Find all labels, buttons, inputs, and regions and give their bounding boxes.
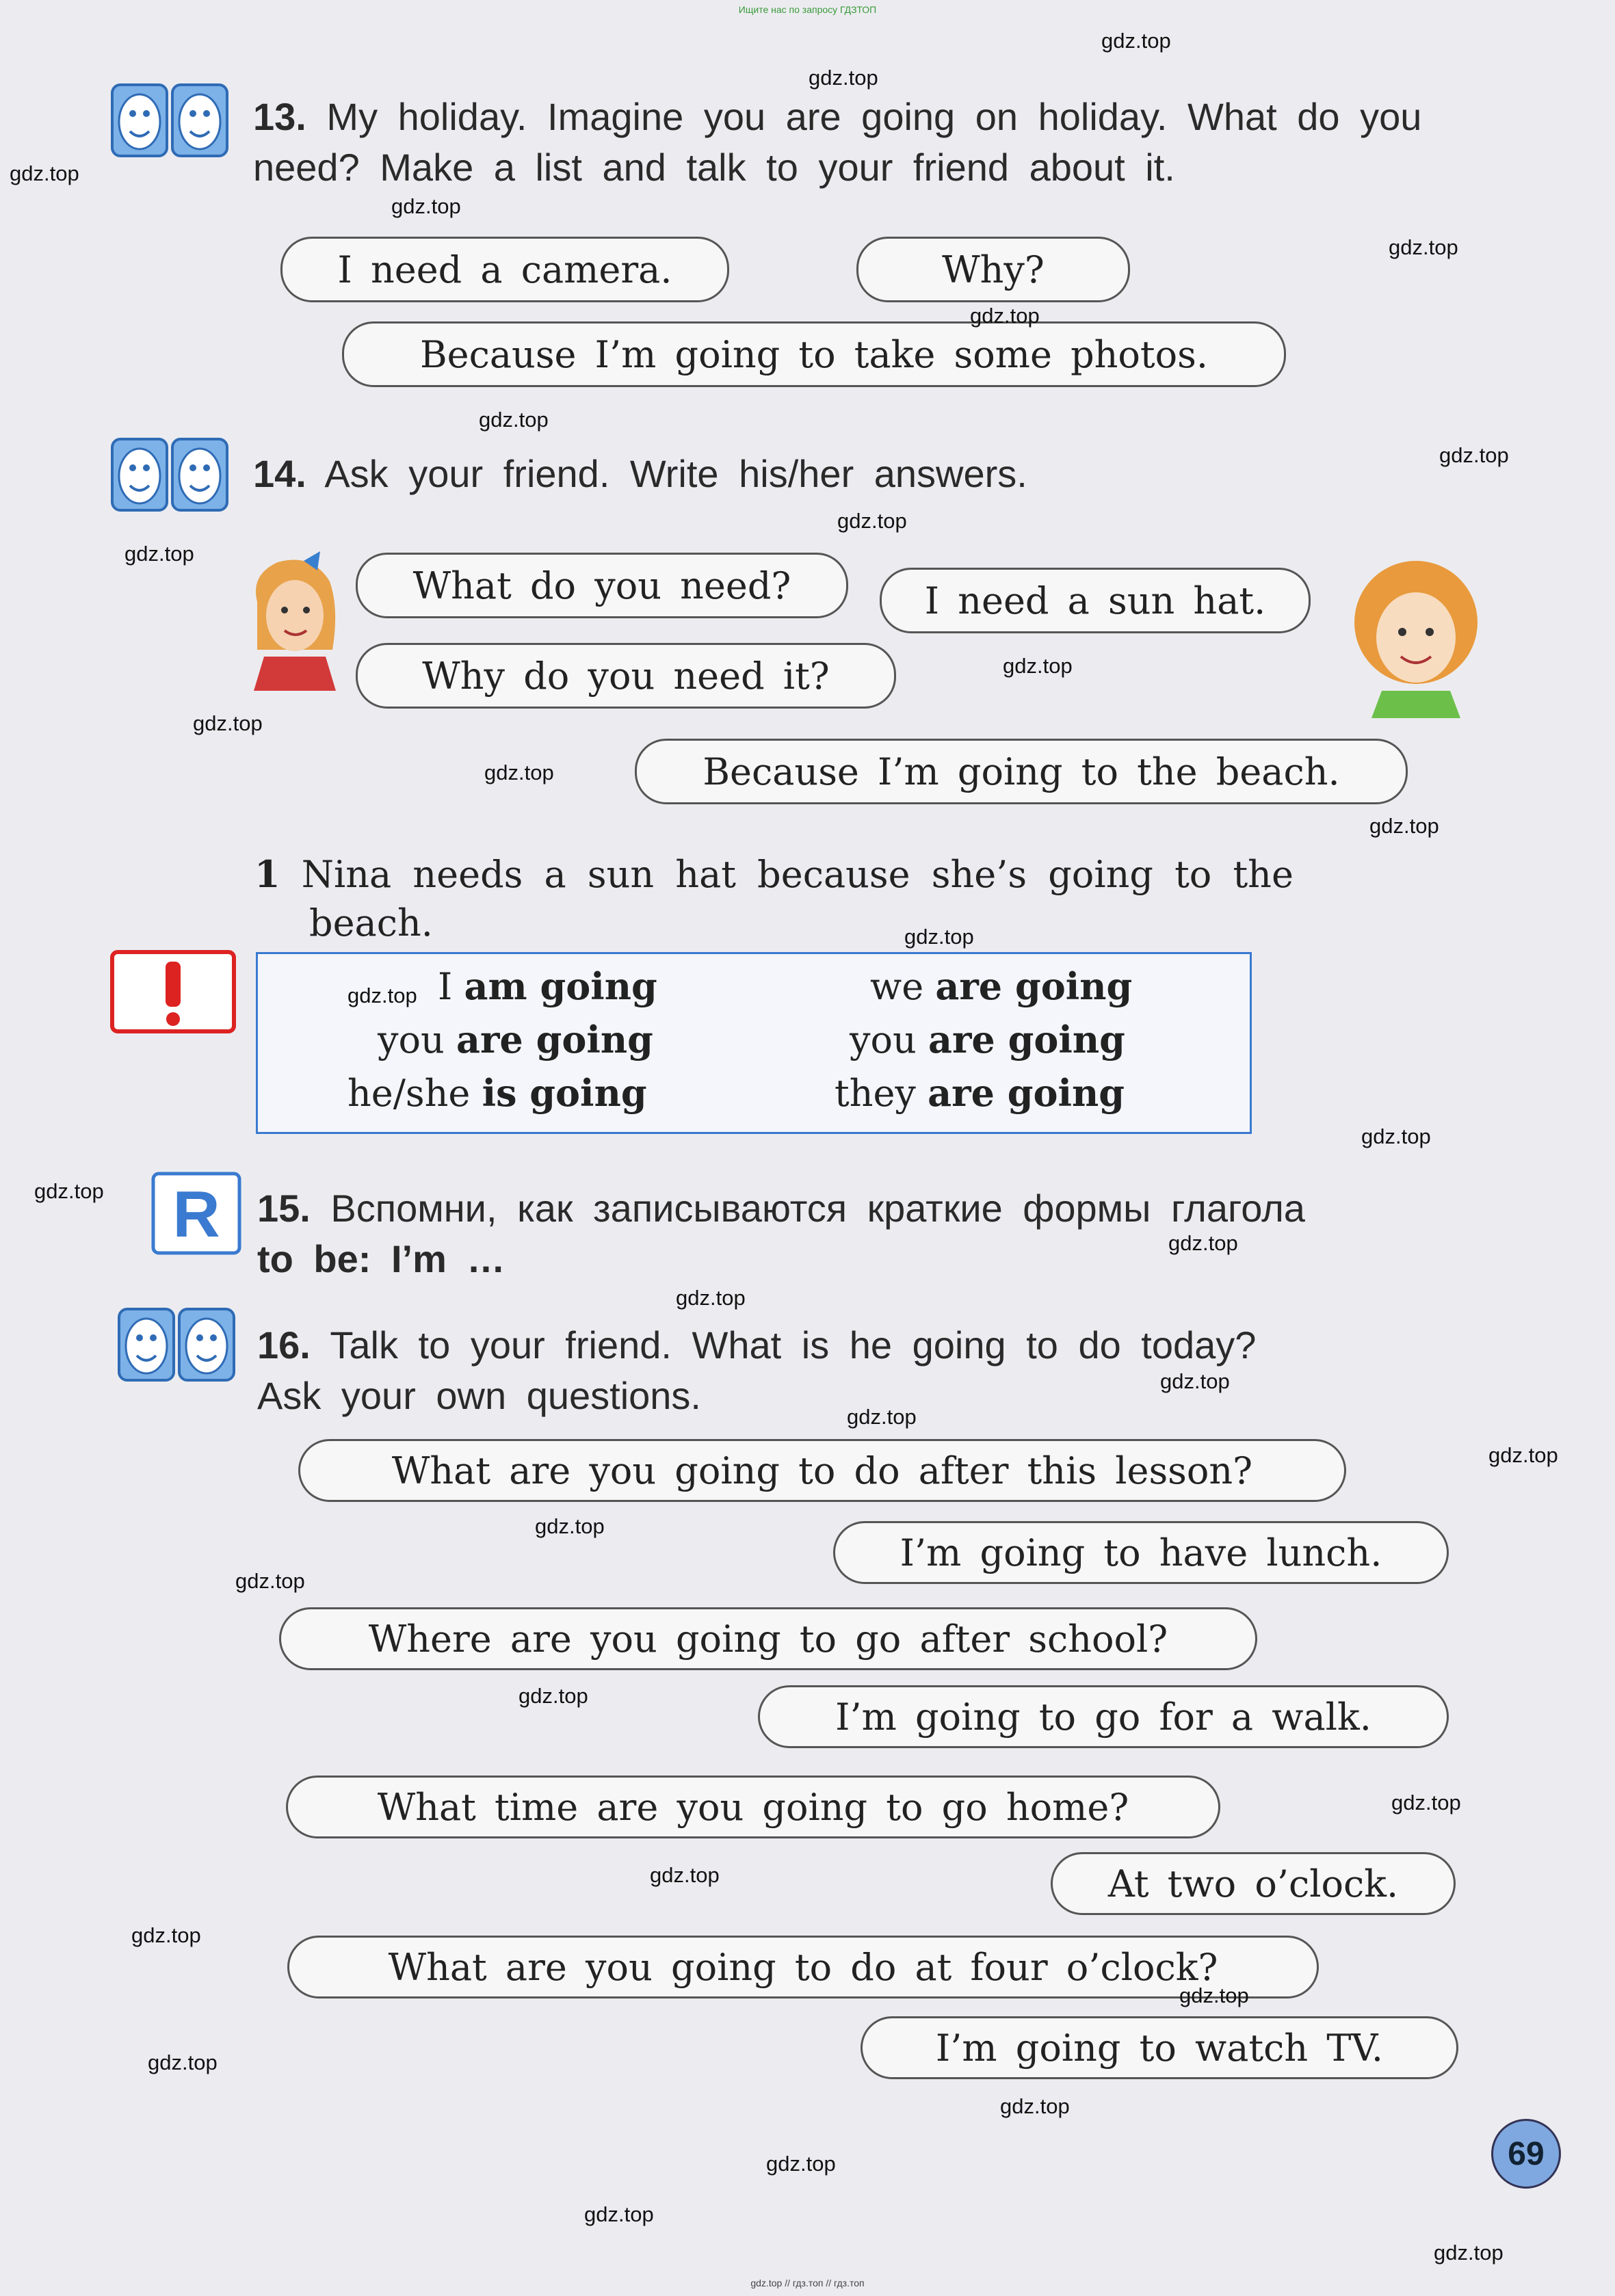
watermark: gdz.top xyxy=(484,761,554,784)
ex16-number: 16. xyxy=(257,1323,311,1367)
pronoun: he/she xyxy=(347,1072,471,1115)
ex13-instruction xyxy=(253,92,1498,193)
watermark: gdz.top xyxy=(676,1286,746,1310)
pronoun: they xyxy=(835,1072,916,1115)
watermark: gdz.top xyxy=(10,161,79,185)
ex14-answer-line1 xyxy=(254,852,1294,896)
watermark: gdz.top xyxy=(479,408,549,432)
watermark: gdz.top xyxy=(584,2202,654,2226)
watermark: gdz.top xyxy=(1391,1791,1461,1815)
bottom-note: gdz.top // гдз.топ // гдз.топ xyxy=(750,2278,865,2288)
grammar-row-3-left xyxy=(347,1071,647,1115)
ex15-line2: to be: I’m … xyxy=(257,1237,505,1280)
theatre-masks-icon xyxy=(109,81,230,160)
verb-form: are going xyxy=(928,1018,1125,1061)
pronoun: I xyxy=(438,965,453,1008)
watermark: gdz.top xyxy=(837,509,907,533)
ex16-instruction xyxy=(257,1320,1488,1371)
top-note: Ищите нас по запросу ГДЗТОП xyxy=(738,4,877,15)
theatre-masks-icon xyxy=(109,435,230,514)
watermark: gdz.top xyxy=(1439,443,1509,467)
curly-girl-illustration xyxy=(1341,561,1491,718)
speech-bubble: What are you going to do after this lesson? xyxy=(298,1439,1346,1502)
watermark: gdz.top xyxy=(1168,1231,1238,1255)
ex15-line1: Вспомни, как записываются краткие формы глагола xyxy=(330,1187,1305,1230)
pronoun: you xyxy=(850,1018,917,1061)
speech-bubble: What are you going to do at four o’clock? xyxy=(287,1936,1319,1998)
watermark: gdz.top xyxy=(131,1923,201,1947)
ex14-number: 14. xyxy=(253,452,306,495)
ex13-text: My holiday. Imagine you are going on holiday. What do you need? Make a list and talk to your friend about it. xyxy=(253,95,1422,189)
watermark: gdz.top xyxy=(235,1569,305,1593)
speech-bubble: What time are you going to go home? xyxy=(286,1776,1220,1838)
speech-bubble: Because I’m going to take some photos. xyxy=(342,321,1286,387)
watermark: gdz.top xyxy=(970,304,1040,328)
grammar-row-3-right xyxy=(835,1071,1125,1115)
speech-bubble: At two o’clock. xyxy=(1051,1852,1456,1915)
watermark: gdz.top xyxy=(124,542,194,566)
watermark: gdz.top xyxy=(518,1684,588,1708)
watermark: gdz.top xyxy=(34,1179,104,1203)
grammar-row-2-right xyxy=(850,1018,1125,1061)
watermark: gdz.top xyxy=(904,925,974,949)
svg-text:R: R xyxy=(172,1178,220,1251)
speech-bubble: I’m going to have lunch. xyxy=(833,1521,1449,1584)
grammar-row-1-right xyxy=(870,964,1132,1008)
exclamation-icon xyxy=(109,949,237,1034)
ex15-number: 15. xyxy=(257,1187,311,1230)
ex13-number: 13. xyxy=(253,95,306,138)
verb-form: are going xyxy=(928,1071,1125,1115)
watermark: gdz.top xyxy=(391,194,461,218)
page-number: 69 xyxy=(1491,2119,1561,2189)
ex16-line2: Ask your own questions. xyxy=(257,1374,701,1417)
grammar-row-1-left xyxy=(438,964,657,1008)
speech-bubble: I need a sun hat. xyxy=(880,568,1311,633)
pronoun: we xyxy=(870,965,924,1008)
watermark: gdz.top xyxy=(1179,1983,1249,2007)
watermark: gdz.top xyxy=(193,711,263,735)
girl-illustration xyxy=(244,547,346,691)
watermark: gdz.top xyxy=(1101,29,1171,53)
watermark: gdz.top xyxy=(650,1863,720,1887)
speech-bubble: I need a camera. xyxy=(280,237,729,302)
watermark: gdz.top xyxy=(1369,814,1439,838)
revision-r-icon xyxy=(150,1171,242,1256)
verb-form: is going xyxy=(482,1071,647,1115)
watermark: gdz.top xyxy=(1389,235,1458,259)
ex14-answer-line2: beach. xyxy=(309,901,433,945)
ex14-instruction xyxy=(253,449,1498,499)
speech-bubble: What do you need? xyxy=(356,553,848,618)
watermark: gdz.top xyxy=(847,1405,917,1429)
watermark: gdz.top xyxy=(347,984,417,1007)
ex15-instruction xyxy=(257,1183,1488,1234)
verb-form: are going xyxy=(456,1018,653,1061)
grammar-row-2-left xyxy=(378,1018,653,1061)
answer-text: Nina needs a sun hat because she’s going to the xyxy=(301,853,1294,896)
verb-form: are going xyxy=(935,964,1133,1008)
speech-bubble: Where are you going to go after school? xyxy=(279,1607,1257,1670)
watermark: gdz.top xyxy=(1003,654,1073,678)
watermark: gdz.top xyxy=(1434,2241,1504,2265)
ex14-text: Ask your friend. Write his/her answers. xyxy=(324,452,1027,495)
speech-bubble: I’m going to watch TV. xyxy=(861,2016,1458,2079)
verb-form: am going xyxy=(464,964,657,1008)
watermark: gdz.top xyxy=(1361,1124,1431,1148)
pronoun: you xyxy=(378,1018,445,1061)
watermark: gdz.top xyxy=(1000,2094,1070,2118)
watermark: gdz.top xyxy=(1488,1443,1558,1467)
ex16-line1: Talk to your friend. What is he going to do today? xyxy=(330,1323,1257,1367)
watermark: gdz.top xyxy=(148,2050,218,2074)
watermark: gdz.top xyxy=(535,1514,605,1538)
watermark: gdz.top xyxy=(809,66,878,90)
speech-bubble: Because I’m going to the beach. xyxy=(635,739,1408,804)
speech-bubble: Why do you need it? xyxy=(356,643,896,709)
watermark: gdz.top xyxy=(1160,1369,1230,1393)
theatre-masks-icon xyxy=(116,1305,237,1384)
speech-bubble: I’m going to go for a walk. xyxy=(758,1685,1449,1748)
watermark: gdz.top xyxy=(766,2152,836,2176)
answer-number: 1 xyxy=(254,852,280,896)
speech-bubble: Why? xyxy=(856,237,1130,302)
